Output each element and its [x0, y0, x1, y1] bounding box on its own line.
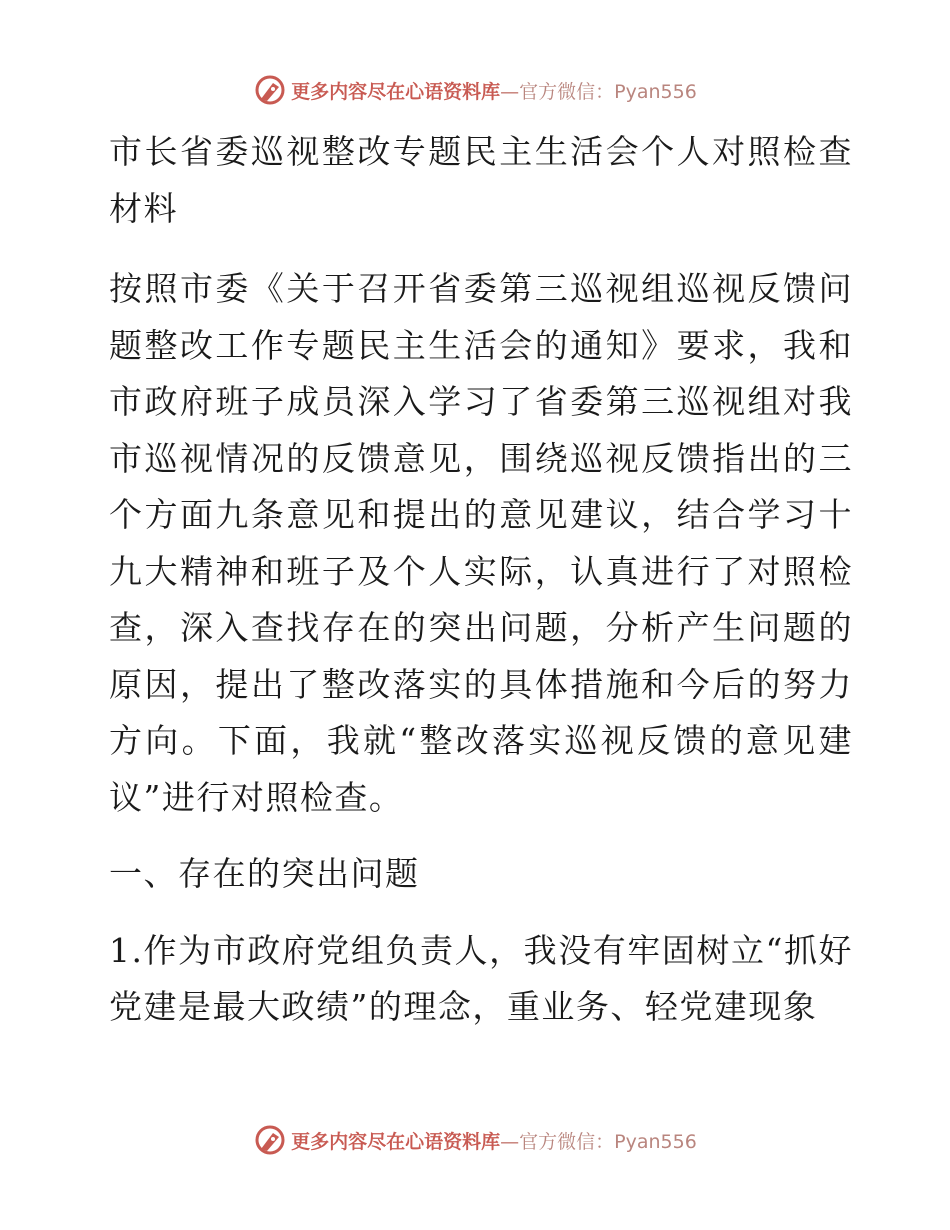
document-title: 市长省委巡视整改专题民主生活会个人对照检查材料	[109, 132, 853, 228]
watermark-header	[0, 70, 950, 110]
pen-nib-logo-icon	[253, 1123, 287, 1157]
watermark-separator: —	[500, 1130, 520, 1153]
section-heading: 一、存在的突出问题	[109, 854, 420, 893]
pen-nib-logo-icon	[253, 73, 287, 107]
watermark-contact: 官方微信：Pyan556	[519, 80, 697, 103]
item-paragraph: 1.作为市政府党组负责人，我没有牢固树立“抓好党建是最大政绩”的理念，重业务、轻党建现象	[109, 930, 853, 1026]
intro-paragraph: 按照市委《关于召开省委第三巡视组巡视反馈问题整改工作专题民主生活会的通知》要求，我和市政府班子成员深入学习了省委第三巡视组对我市巡视情况的反馈意见，围绕巡视反馈指出的三个方面九条意见和提出的意见建议，结合学习十九大精神和班子及个人实际，认真进行了对照检查，深入查找存在的突出问题，分析产生问题的原因，提出了整改落实的具体措施和今后的努力方向。下面，我就“整改落实巡视反馈的意见建议”进行对照检查。	[109, 269, 853, 817]
document-body	[97, 124, 853, 1056]
watermark-brand: 更多内容尽在心语资料库	[291, 1130, 501, 1153]
watermark-text	[291, 1127, 697, 1154]
watermark-brand: 更多内容尽在心语资料库	[291, 80, 501, 103]
watermark-footer	[0, 1120, 950, 1160]
watermark-separator: —	[500, 80, 520, 103]
watermark-contact: 官方微信：Pyan556	[519, 1130, 697, 1153]
watermark-text	[291, 77, 697, 104]
